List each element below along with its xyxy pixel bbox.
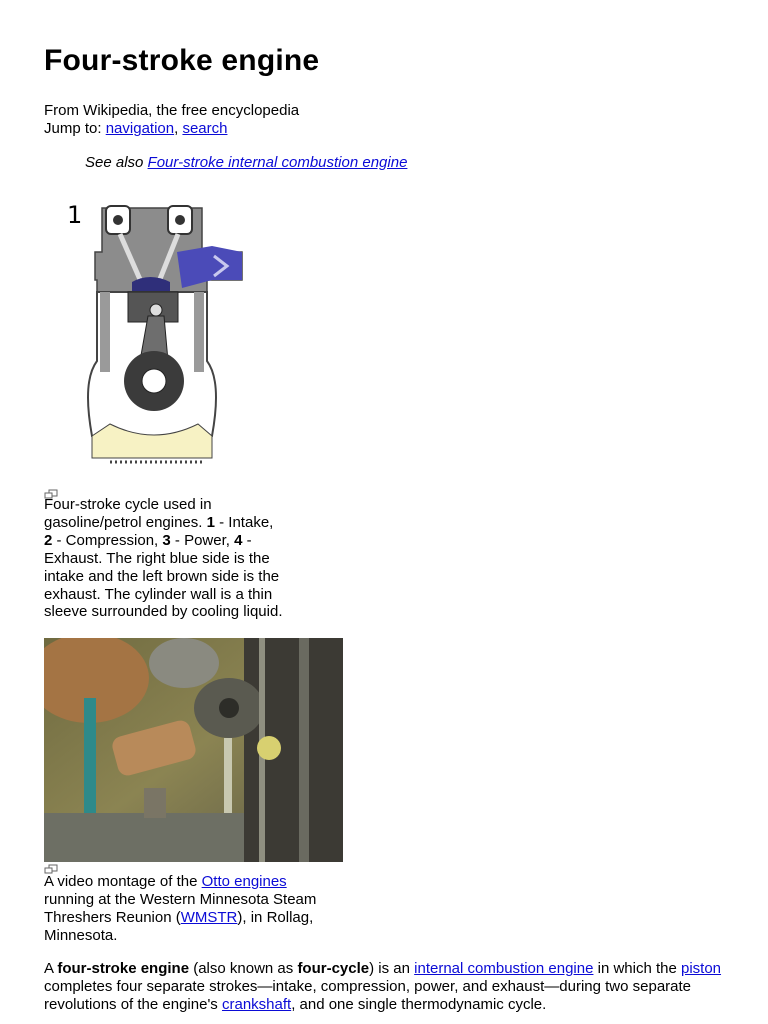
jump-to-label: Jump to: bbox=[44, 120, 106, 137]
intake-manifold bbox=[177, 246, 242, 288]
intro-text: ) is an bbox=[369, 960, 415, 977]
wmstr-link[interactable]: WMSTR bbox=[180, 908, 238, 926]
crankshaft bbox=[142, 369, 166, 393]
piston-link[interactable]: piston bbox=[681, 960, 722, 977]
caption-number: 3 bbox=[162, 531, 171, 549]
caption-text: A video montage of the bbox=[44, 873, 202, 890]
see-also-link[interactable]: Four-stroke internal combustion engine bbox=[147, 154, 408, 171]
see-also-label: See also bbox=[85, 154, 148, 171]
caption-text: - Compression, bbox=[52, 531, 163, 549]
intro-text: A bbox=[44, 960, 58, 977]
navigation-link[interactable]: navigation bbox=[105, 120, 175, 137]
figure1-caption bbox=[44, 496, 284, 621]
crankshaft-link[interactable]: crankshaft bbox=[221, 996, 292, 1013]
exhaust-cam-lobe bbox=[113, 215, 123, 225]
page-title: Four-stroke engine bbox=[44, 44, 320, 77]
see-also-note bbox=[85, 154, 407, 171]
intro-bold-term: four-stroke engine bbox=[57, 960, 190, 977]
internal-combustion-engine-link[interactable]: internal combustion engine bbox=[414, 960, 594, 977]
cylinder-wall-right bbox=[194, 292, 204, 372]
intro-text: completes four separate strokes—intake, compression, power, and exhaust—during two separate revolutions of the engine's bbox=[44, 978, 692, 1013]
intake-cam-lobe bbox=[175, 215, 185, 225]
caption-text: - Intake, bbox=[214, 513, 274, 531]
source-line: From Wikipedia, the free encyclopedia bbox=[44, 102, 300, 119]
otto-engines-link[interactable]: Otto engines bbox=[201, 873, 287, 890]
piston-pin bbox=[150, 304, 162, 316]
caption-text: - Power, bbox=[170, 531, 235, 549]
caption-text: running at the Western Minnesota Steam Threshers Reunion ( bbox=[44, 890, 317, 926]
enlarge-icon[interactable] bbox=[44, 486, 58, 496]
diagram-frame-number: 1 bbox=[67, 201, 83, 229]
caption-number: 4 bbox=[234, 531, 243, 549]
otto-engines-video-still[interactable] bbox=[44, 638, 343, 862]
four-stroke-engine-diagram[interactable] bbox=[62, 196, 262, 476]
intro-bold-term: four-cycle bbox=[297, 960, 370, 977]
caption-text: - Exhaust. The right blue side is the intake and the left brown side is the exhaust. The cylinder wall is a thin sleeve surrounded by cooling liquid. bbox=[44, 531, 283, 621]
caption-number: 1 bbox=[206, 513, 215, 531]
intro-text: in which the bbox=[593, 960, 681, 977]
caption-number: 2 bbox=[44, 531, 53, 549]
figure2-caption bbox=[44, 873, 334, 945]
intro-paragraph bbox=[44, 960, 724, 1014]
intro-text: , and one single thermodynamic cycle. bbox=[291, 996, 547, 1013]
caption-text: Four-stroke cycle used in gasoline/petrol engines. bbox=[44, 496, 212, 531]
jump-to-line bbox=[44, 120, 227, 138]
jump-separator: , bbox=[174, 120, 183, 137]
intro-text: (also known as bbox=[189, 960, 298, 977]
search-link[interactable]: search bbox=[182, 120, 228, 137]
enlarge-icon[interactable] bbox=[44, 861, 58, 871]
cylinder-wall-left bbox=[100, 292, 110, 372]
caption-text: ), in Rollag, Minnesota. bbox=[44, 908, 314, 944]
